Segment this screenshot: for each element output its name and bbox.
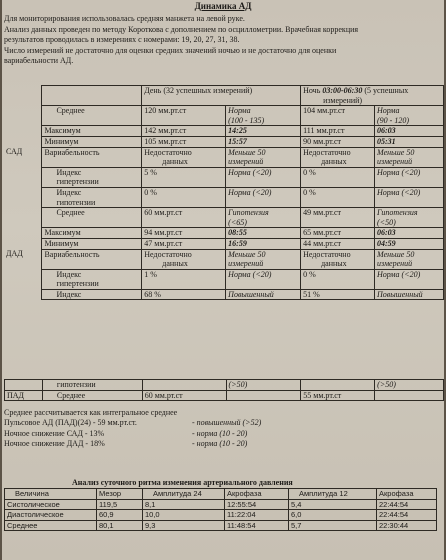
note-line: Ночное снижение САД - 13% - норма (10 - 20) xyxy=(4,428,248,438)
table-row: Минимум 105 мм.рт.ст 15:57 90 мм.рт.ст 05:31 xyxy=(4,136,444,147)
table-row: Индекс гипотензии 0 % Норма (<20) 0 % Норма (<20) xyxy=(4,187,444,207)
intro-line: Для мониторирования использовалась средняя манжета на левой руке. xyxy=(4,14,245,23)
analysis-table xyxy=(4,488,437,531)
row-label: Индекс гипотензии xyxy=(42,187,142,207)
row-label: Максимум xyxy=(42,228,142,239)
row-label: Индекс xyxy=(42,289,142,300)
row-label: Индекс гипертензии xyxy=(42,269,142,289)
group-label-sad: САД xyxy=(6,147,23,157)
table-row: Среднее 80,1 9,3 11:48:54 5,7 22:30:44 xyxy=(5,520,437,531)
table-row: ПАД Среднее 60 мм.рт.ст 55 мм.рт.ст xyxy=(5,390,444,401)
analysis-title: Анализ суточного ритма изменения артериального давления xyxy=(72,478,293,487)
table-row: Индекс гипертензии 1 % Норма (<20) 0 % Норма (<20) xyxy=(4,269,444,289)
table-row: Минимум 47 мм.рт.ст 16:59 44 мм.рт.ст 04:59 xyxy=(4,238,444,249)
page-title: Динамика АД xyxy=(194,1,252,11)
day-header: День (32 успешных измерений) xyxy=(142,86,301,106)
document-page xyxy=(2,0,444,560)
table-row: Максимум 142 мм.рт.ст 14:25 111 мм.рт.ст 06:03 xyxy=(4,126,444,137)
table-row: Среднее 120 мм.рт.ст Норма (100 - 135) 104 мм.рт.ст Норма (90 - 120) xyxy=(4,106,444,126)
table-row: Систолическое 119,5 8,1 12:55:54 5,4 22:44:54 xyxy=(5,499,437,510)
row-label: Вариабельность xyxy=(42,147,142,167)
table-row: Индекс 68 % Повышенный 51 % Повышенный xyxy=(4,289,444,300)
intro-line: результатов проводилась в измерениях с номерами: 19, 20, 27, 31, 38. xyxy=(4,35,240,45)
group-label-pad: ПАД xyxy=(5,390,43,401)
table-header-row xyxy=(4,86,444,106)
night-header: Ночь 03:00-06:30 (5 успешных измерений) xyxy=(301,86,444,106)
row-label: гипотензии xyxy=(42,380,142,391)
row-label: Среднее xyxy=(42,208,142,228)
analysis-header-row: Величина Мезор Амплитуда 24 Акрофаза Амплитуда 12 Акрофаза xyxy=(5,489,437,500)
intro-line: Число измерений не достаточно для оценки средних значений ночью и не достаточно для оценки xyxy=(4,45,337,55)
table-row: Максимум 94 мм.рт.ст 08:55 65 мм.рт.ст 06:03 xyxy=(4,228,444,239)
continuation-table xyxy=(4,379,444,401)
table-row: гипотензии (>50) (>50) xyxy=(5,380,444,391)
table-row: САД Вариабельность Недостаточно данных Меньше 50 измерений Недостаточно данных Меньше 50 измерений xyxy=(4,147,444,167)
row-label: Минимум xyxy=(42,136,142,147)
table-row: ДАД Вариабельность Недостаточно данных Меньше 50 измерений Недостаточно данных Меньше 50 измерений xyxy=(4,249,444,269)
bp-dynamics-table xyxy=(4,85,444,300)
row-label: Минимум xyxy=(42,238,142,249)
row-label: Среднее xyxy=(42,390,142,401)
group-label-dad: ДАД xyxy=(6,249,23,258)
note-line: Пульсовое АД (ПАД)(24) - 59 мм.рт.ст. - повышенный (>52) xyxy=(4,418,262,428)
row-label: Вариабельность xyxy=(42,249,142,269)
table-row: Среднее 60 мм.рт.ст Гипотензия (<65) 49 мм.рт.ст Гипотензия (<50) xyxy=(4,208,444,228)
table-row: Индекс гипертензии 5 % Норма (<20) 0 % Норма (<20) xyxy=(4,167,444,187)
notes xyxy=(4,408,442,450)
intro-text xyxy=(4,14,442,67)
row-label: Среднее xyxy=(42,106,142,126)
note-line: Ночное снижение ДАД - 18% - норма (10 - 20) xyxy=(4,439,248,449)
intro-line: вариабельности АД. xyxy=(4,56,74,66)
row-label: Индекс гипертензии xyxy=(42,167,142,187)
note-line: Среднее рассчитывается как интегральное среднее xyxy=(4,408,178,417)
table-row: Диастолическое 60,9 10,0 11:22:04 6,0 22:44:54 xyxy=(5,510,437,521)
intro-line: Анализ данных проведен по методу Короткова с дополнением по осциллометрии. Врачебная коррекция xyxy=(4,24,359,34)
row-label: Максимум xyxy=(42,126,142,137)
